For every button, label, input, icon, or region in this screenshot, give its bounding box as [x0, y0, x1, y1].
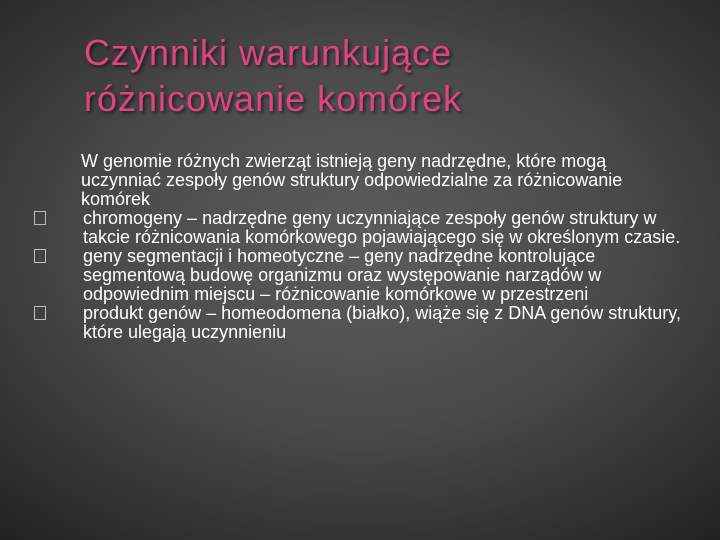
- intro-paragraph: W genomie różnych zwierząt istnieją geny nadrzędne, które mogą uczynniać zespoły genów struktury odpowiedzialne za różnicowanie komórek: [81, 151, 623, 209]
- bullet-text: geny segmentacji i homeotyczne – geny nadrzędne kontrolujące segmentową budowę organizmu oraz występowanie narządów w odpowiednim miejscu – różnicowanie komórkowe w przestrzeni: [83, 246, 602, 304]
- slide-title: [84, 30, 684, 122]
- slide-body: [34, 152, 694, 342]
- missing-glyph-box-icon: [34, 211, 46, 225]
- slide-title-line-2: różnicowanie komórek: [84, 78, 463, 119]
- bullet-item-2: [34, 247, 694, 304]
- bullet-item-3: [34, 304, 694, 342]
- missing-glyph-box-icon: [34, 249, 46, 263]
- slide-title-line-1: Czynniki warunkujące: [84, 32, 453, 73]
- bullet-text: produkt genów – homeodomena (białko), wiąże się z DNA genów struktury, które ulegają uczynnieniu: [83, 303, 681, 342]
- bullet-text: chromogeny – nadrzędne geny uczynniające zespoły genów struktury w takcie różnicowania komórkowego pojawiającego się w określonym czasie.: [83, 208, 681, 247]
- bullet-item-1: [34, 209, 694, 247]
- missing-glyph-box-icon: [34, 306, 46, 320]
